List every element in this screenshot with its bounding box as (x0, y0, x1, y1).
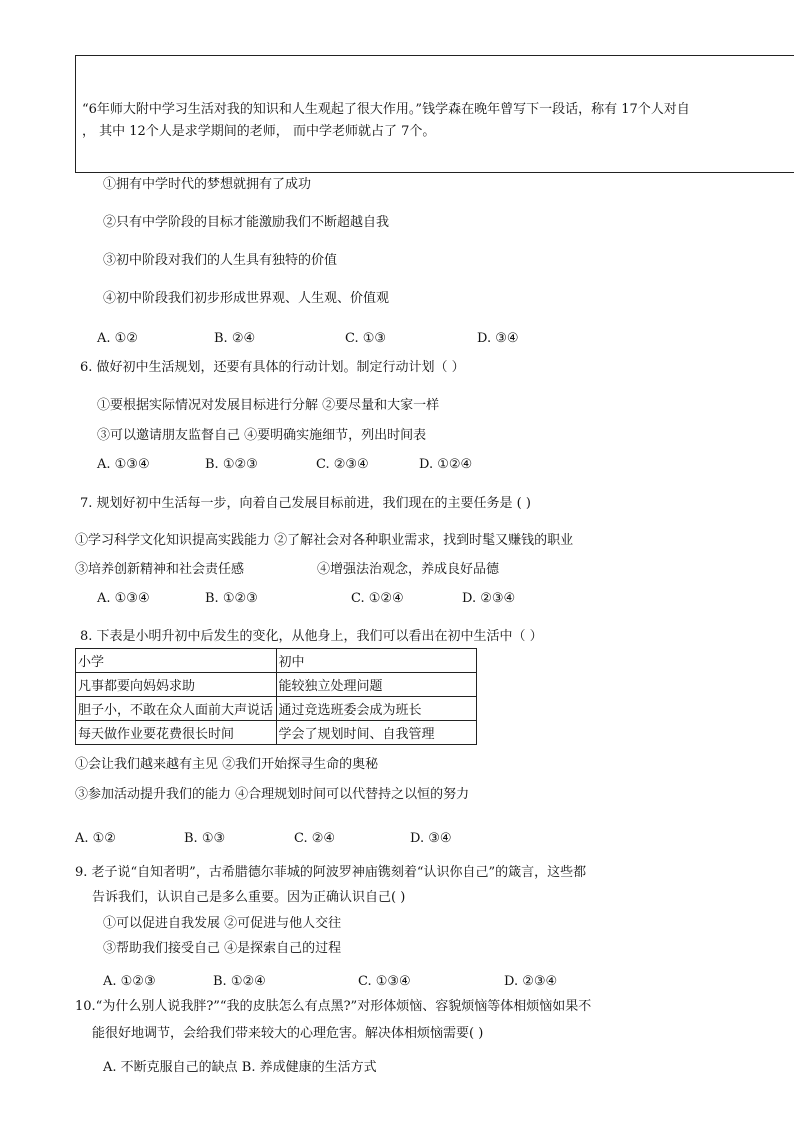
table-cell: 小学 (76, 649, 277, 673)
quote-line-2: ， 其中 12个人是求学期间的老师， 而中学老师就占了 7个。 (82, 124, 436, 139)
table-cell: 能较独立处理问题 (276, 673, 477, 697)
table-cell: 每天做作业要花费很长时间 (76, 721, 277, 745)
quote-line-1: “6年师大附中学习生活对我的知识和人生观起了很大作用。”钱学森在晚年曾写下一段话，称有 17个人对自 (82, 102, 690, 117)
table-cell: 初中 (276, 649, 477, 673)
q9-option-d[interactable]: D. ②③④ (504, 974, 558, 989)
table-row (76, 673, 477, 697)
q9-stem-line-1: 9. 老子说“自知者明”，古希腊德尔菲城的阿波罗神庙镌刻着“认识你自己”的箴言，这些都 (75, 865, 587, 880)
q5-statement-2: ②只有中学阶段的目标才能激励我们不断超越自我 (103, 215, 390, 230)
table-row (76, 697, 477, 721)
q10-stem-line-2: 能很好地调节，会给我们带来较大的心理危害。解决体相烦恼需要( ) (92, 1026, 484, 1041)
q9-option-b[interactable]: B. ①②④ (213, 974, 266, 989)
q7-statement-3: ③培养创新精神和社会责任感 (75, 562, 245, 577)
q8-option-b[interactable]: B. ①③ (184, 831, 226, 846)
q8-stem: 8. 下表是小明升初中后发生的变化，从他身上，我们可以看出在初中生活中（ ） (80, 629, 543, 644)
q5-statement-1: ①拥有中学时代的梦想就拥有了成功 (103, 177, 312, 192)
q7-option-b[interactable]: B. ①②③ (205, 591, 258, 606)
q10-options-line[interactable]: A. 不断克服自己的缺点 B. 养成健康的生活方式 (103, 1060, 377, 1075)
q7-option-a[interactable]: A. ①③④ (97, 591, 150, 606)
q7-option-d[interactable]: D. ②③④ (462, 591, 516, 606)
table-cell: 通过竞选班委会成为班长 (276, 697, 477, 721)
q9-option-a[interactable]: A. ①②③ (103, 974, 156, 989)
q5-option-c[interactable]: C. ①③ (345, 331, 387, 346)
q5-statement-3: ③初中阶段对我们的人生具有独特的价值 (103, 253, 338, 268)
q7-stem: 7. 规划好初中生活每一步，向着自己发展目标前进，我们现在的主要任务是 ( ) (80, 496, 531, 511)
table-row (76, 721, 477, 745)
table-cell: 凡事都要向妈妈求助 (76, 673, 277, 697)
q8-option-a[interactable]: A. ①② (75, 831, 116, 846)
q7-option-c[interactable]: C. ①②④ (351, 591, 404, 606)
q6-option-d[interactable]: D. ①②④ (419, 457, 473, 472)
q8-option-c[interactable]: C. ②④ (294, 831, 336, 846)
q6-stem: 6. 做好初中生活规划，还要有具体的行动计划。制定行动计划（ ） (80, 360, 465, 375)
q6-statements-line-2: ③可以邀请朋友监督自己 ④要明确实施细节，列出时间表 (97, 428, 427, 443)
q9-stem-line-2: 告诉我们，认识自己是多么重要。因为正确认识自己( ) (92, 890, 406, 905)
q6-option-a[interactable]: A. ①③④ (97, 457, 150, 472)
q5-option-b[interactable]: B. ②④ (214, 331, 256, 346)
table-row (76, 649, 477, 673)
q8-statements-line-2: ③参加活动提升我们的能力 ④合理规划时间可以代替持之以恒的努力 (75, 787, 470, 802)
q7-statements-line-1: ①学习科学文化知识提高实践能力 ②了解社会对各种职业需求，找到时髦又赚钱的职业 (75, 533, 574, 548)
q9-option-c[interactable]: C. ①③④ (358, 974, 411, 989)
q9-statements-line-1: ①可以促进自我发展 ②可促进与他人交往 (103, 916, 342, 931)
q6-option-c[interactable]: C. ②③④ (316, 457, 369, 472)
q6-option-b[interactable]: B. ①②③ (205, 457, 258, 472)
quote-box (75, 55, 794, 173)
q7-statement-4: ④增强法治观念，养成良好品德 (317, 562, 500, 577)
q5-statement-4: ④初中阶段我们初步形成世界观、人生观、价值观 (103, 291, 390, 306)
q8-comparison-table (75, 648, 477, 745)
q10-stem-line-1: 10.“为什么别人说我胖?”“我的皮肤怎么有点黑?”对形体烦恼、容貌烦恼等体相烦恼如果不 (75, 999, 592, 1014)
q8-statements-line-1: ①会让我们越来越有主见 ②我们开始探寻生命的奥秘 (75, 757, 379, 772)
q9-statements-line-2: ③帮助我们接受自己 ④是探索自己的过程 (103, 941, 342, 956)
table-cell: 胆子小，不敢在众人面前大声说话 (76, 697, 277, 721)
table-cell: 学会了规划时间、自我管理 (276, 721, 477, 745)
q5-option-a[interactable]: A. ①② (97, 331, 138, 346)
q6-statements-line-1: ①要根据实际情况对发展目标进行分解 ②要尽量和大家一样 (97, 398, 440, 413)
q8-option-d[interactable]: D. ③④ (410, 831, 452, 846)
q5-option-d[interactable]: D. ③④ (477, 331, 519, 346)
